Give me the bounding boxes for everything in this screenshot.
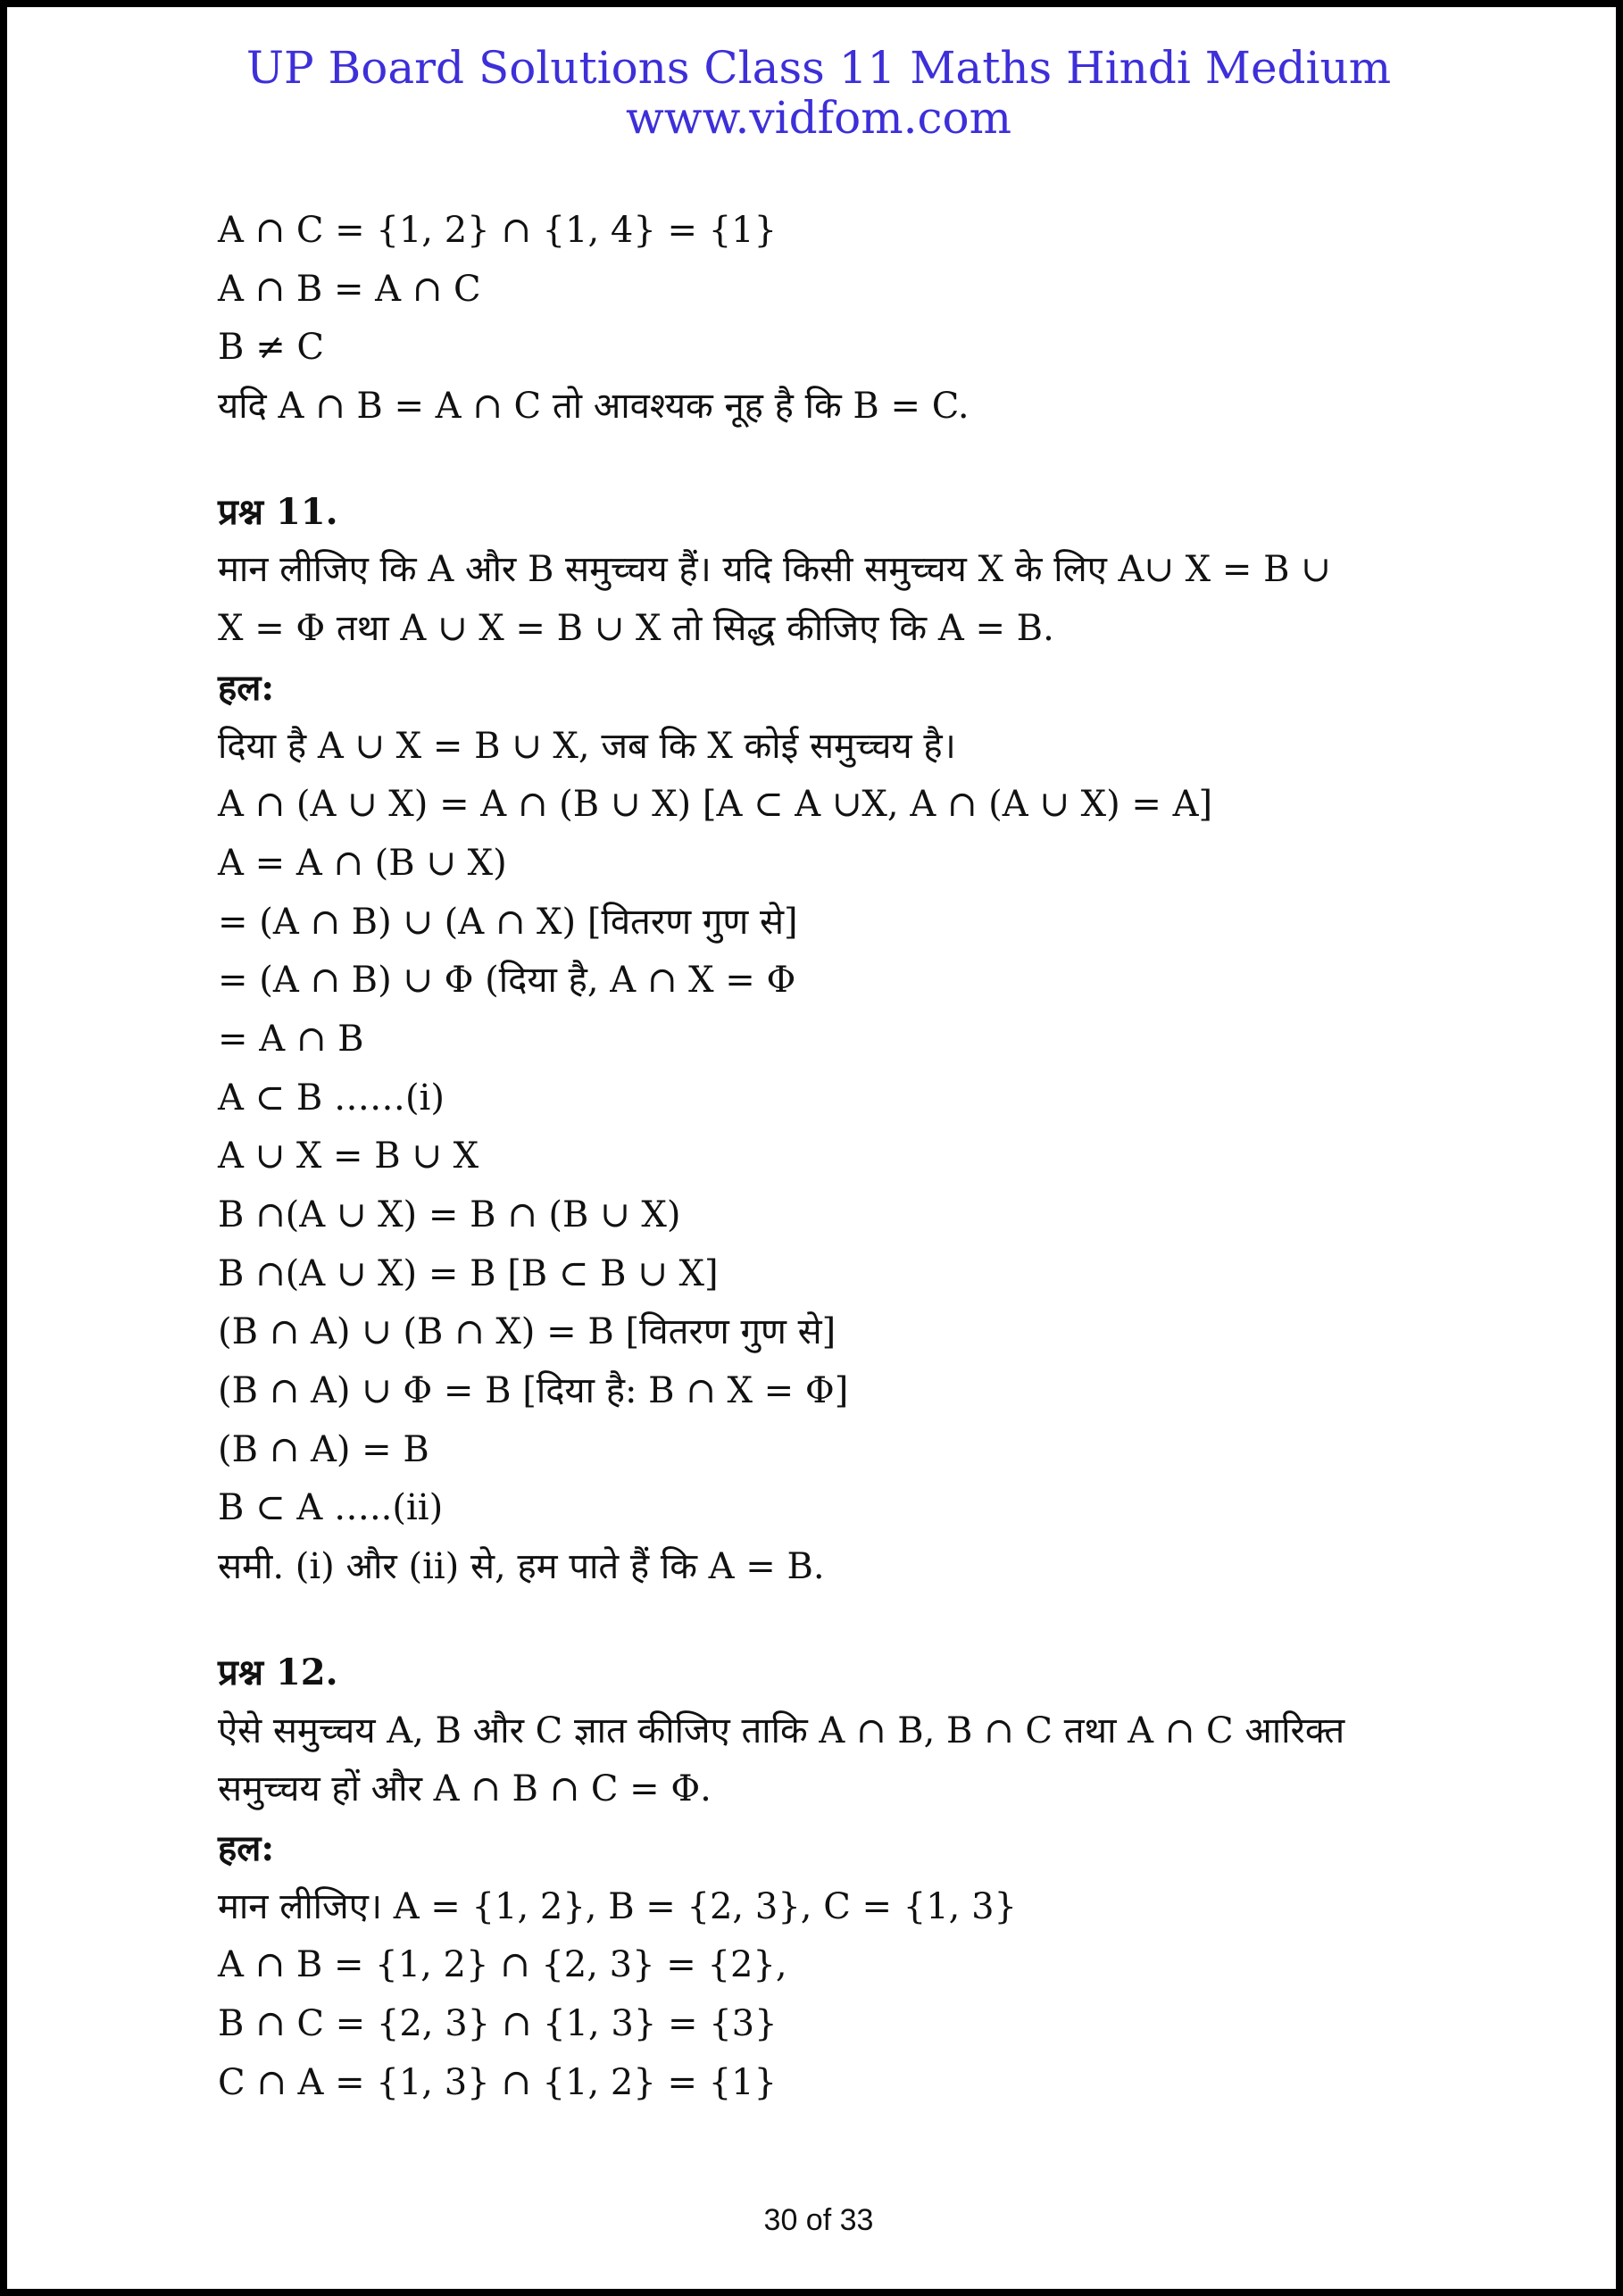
solution-line: A ∩ B = {1, 2} ∩ {2, 3} = {2}, [218, 1944, 787, 1986]
solution-line: B ⊂ A …..(ii) [218, 1487, 444, 1529]
solution-line: (B ∩ A) = B [218, 1428, 429, 1470]
solution-line: दिया है A ∪ X = B ∪ X, जब कि X कोई समुच्चय है। [218, 725, 956, 767]
solution-line: (B ∩ A) ∪ (B ∩ X) = B [वितरण गुण से] [218, 1311, 836, 1353]
section-gap [218, 1597, 1468, 1643]
question-label: प्रश्न 12. [218, 1651, 338, 1693]
header-title: UP Board Solutions Class 11 Maths Hindi Medium [246, 42, 1392, 94]
solution-line: = A ∩ B [218, 1018, 364, 1060]
question-text-line: समुच्चय हों और A ∩ B ∩ C = Φ. [218, 1768, 712, 1810]
solution-line: C ∩ A = {1, 3} ∩ {1, 2} = {1} [218, 2061, 778, 2103]
page-indicator: 30 of 33 [763, 2203, 874, 2237]
section-gap [218, 437, 1468, 483]
solution-line: मान लीजिए। A = {1, 2}, B = {2, 3}, C = {1, 3} [218, 1885, 1017, 1927]
question-12 [218, 1643, 1468, 2113]
solution-line: A ∪ X = B ∪ X [218, 1136, 479, 1177]
solution-line: B ∩ C = {2, 3} ∩ {1, 3} = {3} [218, 2002, 778, 2044]
text-line: यदि A ∩ B = A ∩ C तो आवश्यक नूह है कि B = C. [218, 386, 970, 428]
question-11 [218, 483, 1468, 1597]
solution-line: B ∩(A ∪ X) = B [B ⊂ B ∪ X] [218, 1252, 719, 1294]
solution-line: समी. (i) और (ii) से, हम पाते हैं कि A = B. [218, 1546, 825, 1588]
solution-line: B ∩(A ∪ X) = B ∩ (B ∪ X) [218, 1194, 681, 1235]
document-body [218, 202, 1468, 2112]
solution-line: = (A ∩ B) ∪ (A ∩ X) [वितरण गुण से] [218, 901, 798, 943]
text-line: A ∩ B = A ∩ C [218, 268, 481, 310]
question-label: प्रश्न 11. [218, 490, 338, 533]
header-url: www.vidfom.com [625, 92, 1012, 144]
question-text-line: X = Φ तथा A ∪ X = B ∪ X तो सिद्ध कीजिए कि A = B. [218, 608, 1054, 650]
solution-label: हल: [218, 666, 275, 709]
solution-label: हल: [218, 1826, 275, 1869]
solution-line: A = A ∩ (B ∪ X) [218, 842, 507, 884]
solution-line: = (A ∩ B) ∪ Φ (दिया है, A ∩ X = Φ [218, 960, 796, 1002]
solution-line: A ⊂ B ……(i) [218, 1077, 445, 1119]
continuation-block [218, 202, 1468, 437]
solution-line: (B ∩ A) ∪ Φ = B [दिया है: B ∩ X = Φ] [218, 1370, 849, 1412]
page-header [7, 43, 1623, 143]
question-text-line: मान लीजिए कि A और B समुच्चय हैं। यदि किसी समुच्चय X के लिए A∪ X = B ∪ [218, 549, 1331, 591]
question-text-line: ऐसे समुच्चय A, B और C ज्ञात कीजिए ताकि A ∩ B, B ∩ C तथा A ∩ C आरिक्त [218, 1710, 1345, 1751]
text-line: A ∩ C = {1, 2} ∩ {1, 4} = {1} [218, 210, 778, 251]
text-line: B ≠ C [218, 327, 324, 369]
solution-line: A ∩ (A ∪ X) = A ∩ (B ∪ X) [A ⊂ A ∪X, A ∩ (A ∪ X) = A] [218, 784, 1213, 826]
